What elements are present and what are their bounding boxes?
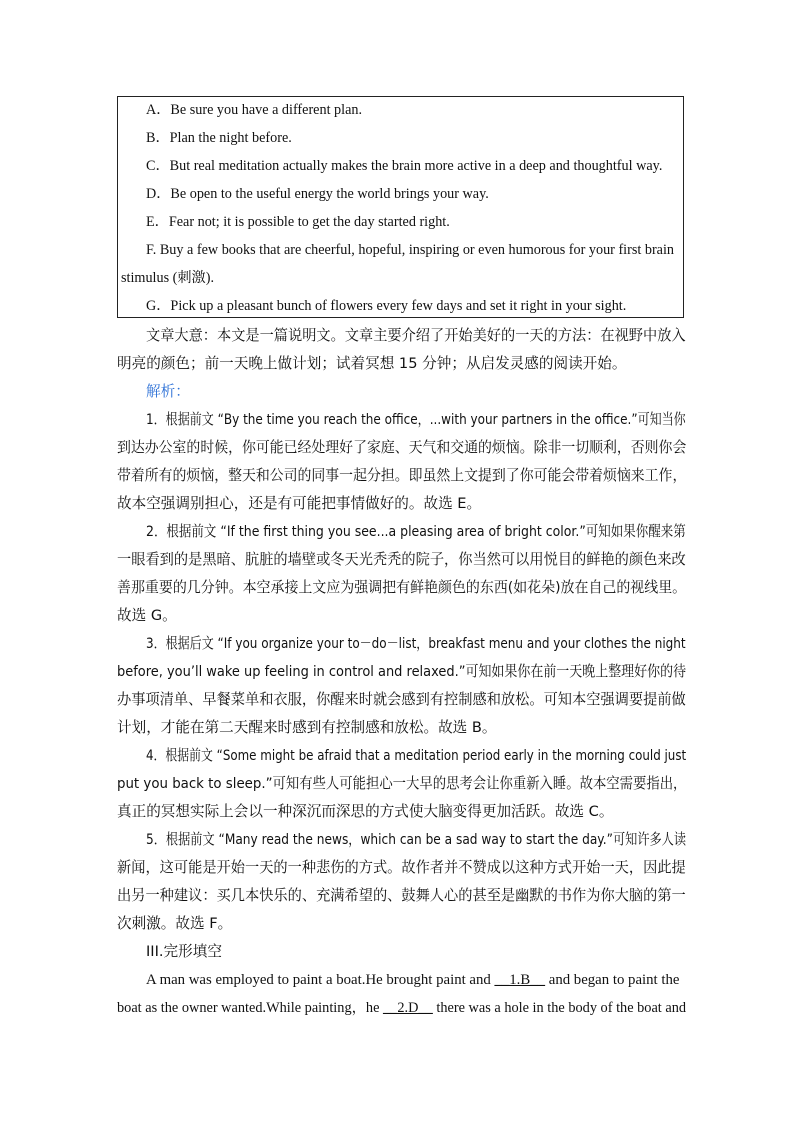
q3-line-1: 3．根据后文 “If you organize your to－do－list，breakfast menu and your clothes the night bbox=[146, 635, 686, 652]
option-d: D．Be open to the useful energy the world brings your way. bbox=[146, 186, 489, 202]
summary-line-1: 文章大意：本文是一篇说明文。文章主要介绍了开始美好的一天的方法：在视野中放入 bbox=[146, 327, 686, 344]
q1-line-4: 故本空强调别担心，还是有可能把事情做好的。故选 E。 bbox=[117, 495, 482, 512]
cloze-blank-2: __2.D__ bbox=[383, 1000, 433, 1016]
q4-line-3: 真正的冥想实际上会以一种深沉而深思的方式使大脑变得更加活跃。故选 C。 bbox=[117, 803, 614, 820]
option-a: A．Be sure you have a different plan. bbox=[146, 102, 363, 118]
q2-line-4: 故选 G。 bbox=[117, 607, 177, 624]
q5-line-3: 出另一种建议：买几本快乐的、充满希望的、鼓舞人心的甚至是幽默的书作为你大脑的第一 bbox=[117, 887, 686, 904]
q1-line-3: 带着所有的烦恼，整天和公司的同事一起分担。即虽然上文提到了你可能会带着烦恼来工作， bbox=[117, 467, 687, 484]
option-b: B．Plan the night before. bbox=[146, 130, 292, 146]
option-e: E．Fear not; it is possible to get the day started right. bbox=[146, 214, 450, 230]
q2-line-3: 善那重要的几分钟。本空承接上文应为强调把有鲜艳颜色的东西(如花朵)放在自己的视线里。 bbox=[117, 579, 687, 596]
q2-line-1: 2．根据前文 “If the first thing you see...a pleasing area of bright color.”可知如果你醒来第 bbox=[146, 523, 686, 540]
q5-line-1: 5．根据前文 “Many read the news，which can be a sad way to start the day.”可知许多人读 bbox=[146, 831, 687, 848]
cloze-line-2 bbox=[117, 999, 686, 1017]
q1-line-2: 到达办公室的时候，你可能已经处理好了家庭、天气和交通的烦恼。除非一切顺利，否则你会 bbox=[117, 439, 687, 456]
q2-line-2: 一眼看到的是黑暗、肮脏的墙壁或冬天光秃秃的院子，你当然可以用悦目的鲜艳的颜色来改 bbox=[117, 551, 686, 568]
summary-line-2: 明亮的颜色；前一天晚上做计划；试着冥想 15 分钟；从启发灵感的阅读开始。 bbox=[117, 355, 627, 372]
cloze-line-2-b: there was a hole in the body of the boat and bbox=[432, 1000, 687, 1016]
q1-line-1: 1．根据前文 “By the time you reach the office，...with your partners in the office.”可知当你 bbox=[146, 411, 686, 428]
q4-line-1: 4．根据前文 “Some might be afraid that a meditation period early in the morning could just bbox=[146, 747, 687, 764]
analysis-label: 解析： bbox=[146, 383, 190, 400]
cloze-line-1-b: and began to paint the bbox=[545, 972, 680, 988]
q5-line-2: 新闻，这可能是开始一天的一种悲伤的方式。故作者并不赞成以这种方式开始一天，因此提 bbox=[117, 859, 686, 876]
cloze-line-1 bbox=[146, 971, 679, 989]
section-title: III.完形填空 bbox=[146, 943, 222, 960]
option-c: C．But real meditation actually makes the brain more active in a deep and thoughtful way. bbox=[146, 158, 663, 174]
q3-line-4: 计划，才能在第二天醒来时感到有控制感和放松。故选 B。 bbox=[117, 719, 497, 736]
q5-line-4: 次刺激。故选 F。 bbox=[117, 915, 233, 932]
option-g: G．Pick up a pleasant bunch of flowers every few days and set it right in your sight. bbox=[146, 298, 627, 314]
cloze-line-1-a: A man was employed to paint a boat.He brought paint and bbox=[146, 972, 495, 988]
q3-line-3: 办事项清单、早餐菜单和衣服，你醒来时就会感到有控制感和放松。可知本空强调要提前做 bbox=[117, 691, 686, 708]
cloze-line-2-a: boat as the owner wanted.While painting，he bbox=[117, 1000, 384, 1016]
cloze-blank-1: __1.B__ bbox=[494, 972, 546, 988]
q4-line-2: put you back to sleep.”可知有些人可能担心一大早的思考会让你重新入睡。故本空需要指出， bbox=[117, 775, 687, 792]
option-f-line2: stimulus (刺激). bbox=[121, 270, 215, 286]
q3-line-2: before, you’ll wake up feeling in control and relaxed.”可知如果你在前一天晚上整理好你的待 bbox=[117, 663, 687, 680]
option-f-line1: F. Buy a few books that are cheerful, hopeful, inspiring or even humorous for your first brain bbox=[146, 242, 675, 258]
